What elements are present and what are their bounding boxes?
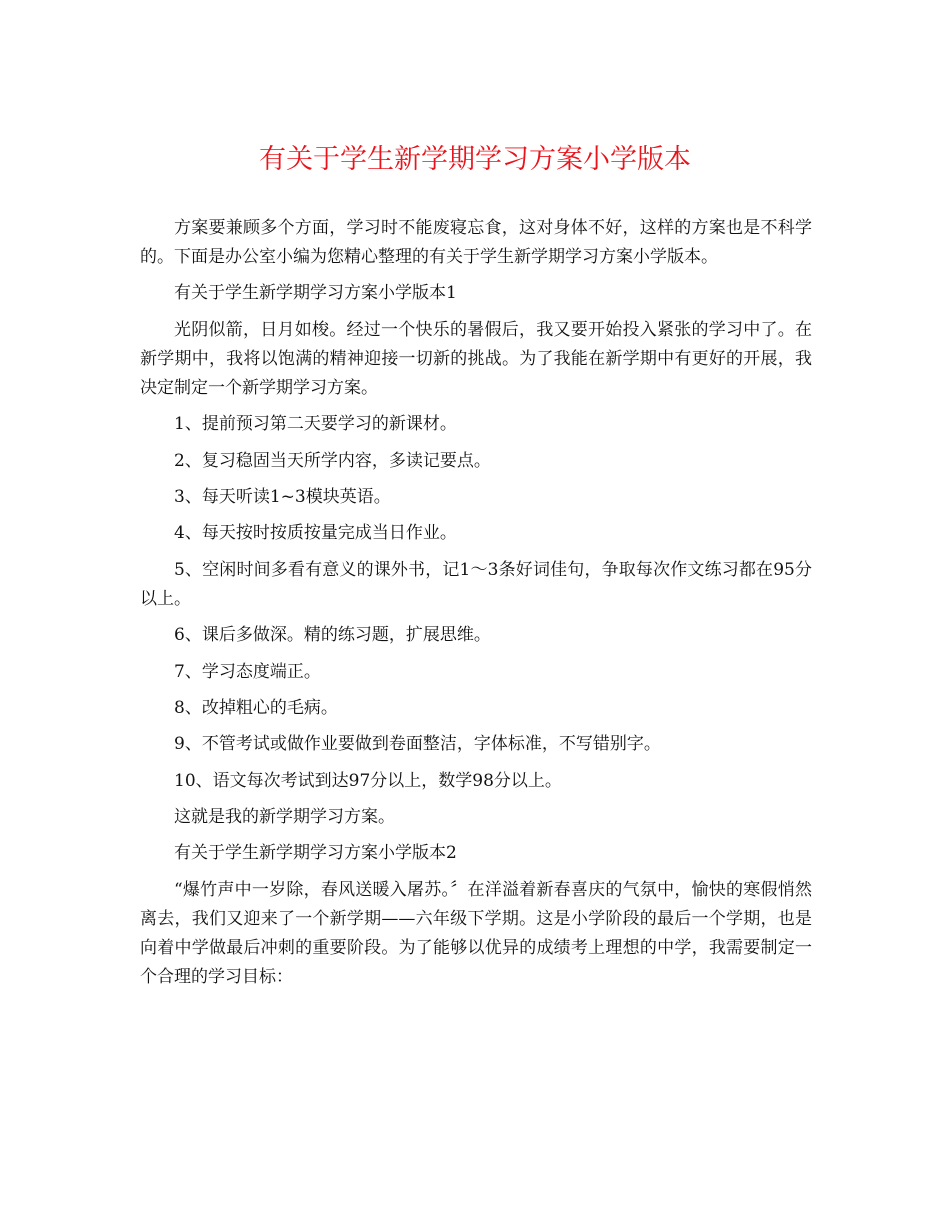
document-title: 有关于学生新学期学习方案小学版本	[259, 144, 691, 175]
list-item: 2、复习稳固当天所学内容，多读记要点。	[174, 450, 491, 471]
list-item: 4、每天按时按质按量完成当日作业。	[174, 523, 457, 544]
paragraph: 这就是我的新学期学习方案。	[174, 807, 395, 828]
section-heading-2: 有关于学生新学期学习方案小学版本2	[174, 843, 457, 864]
list-item: 7、学习态度端正。	[174, 661, 321, 682]
list-item: 3、每天听读1~3模块英语。	[174, 486, 391, 507]
intro-paragraph: 方案要兼顾多个方面，学习时不能废寝忘食，这对身体不好，这样的方案也是不科学的。下面是办公室小编为您精心整理的有关于学生新学期学习方案小学版本。	[140, 218, 812, 267]
list-item: 5、空闲时间多看有意义的课外书，记1～3条好词佳句，争取每次作文练习都在95分以上。	[140, 559, 812, 609]
list-item: 6、课后多做深。精的练习题，扩展思维。	[174, 625, 491, 646]
list-item: 1、提前预习第二天要学习的新课材。	[174, 414, 457, 435]
paragraph: 光阴似箭，日月如梭。经过一个快乐的暑假后，我又要开始投入紧张的学习中了。在新学期中，我将以饱满的精神迎接一切新的挑战。为了我能在新学期中有更好的开展，我决定制定一个新学期学习方案。	[140, 319, 812, 398]
paragraph: “爆竹声中一岁除，春风送暖入屠苏。〞在洋溢着新春喜庆的气氛中，愉快的寒假悄然离去，我们又迎来了一个新学期——六年级下学期。这是小学阶段的最后一个学期，也是向着中学做最后冲刺的重要阶段。为了能够以优异的成绩考上理想的中学，我需要制定一个合理的学习目标：	[140, 879, 812, 987]
document-body	[140, 214, 812, 999]
list-item: 10、语文每次考试到达97分以上，数学98分以上。	[174, 770, 562, 791]
list-item: 9、不管考试或做作业要做到卷面整洁，字体标准，不写错别字。	[174, 734, 661, 755]
section-heading-1: 有关于学生新学期学习方案小学版本1	[174, 283, 457, 304]
list-item: 8、改掉粗心的毛病。	[174, 697, 338, 718]
